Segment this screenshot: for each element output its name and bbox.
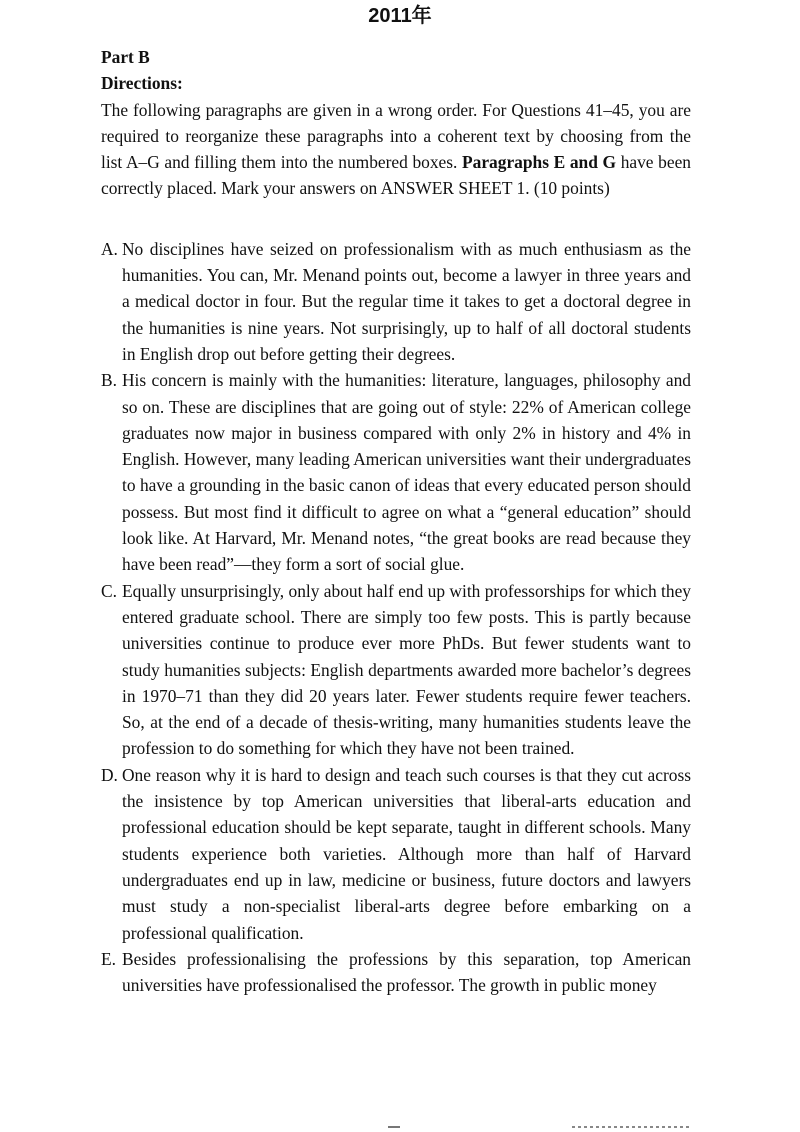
option-e <box>101 946 691 999</box>
option-b <box>101 367 691 577</box>
directions-title: Directions: <box>101 73 183 94</box>
option-a <box>101 236 691 367</box>
option-c <box>101 578 691 762</box>
option-letter: C. <box>101 580 117 601</box>
option-letter: E. <box>101 948 116 969</box>
option-text: No disciplines have seized on professionalism with as much enthusiasm as the humanities. You can, Mr. Menand points out, become a lawyer in three years and a medical doctor in four. But the regular time it takes to get a doctoral degree in the humanities is nine years. Not surprisingly, up to half of all doctoral students in English drop out before getting their degrees. <box>122 238 691 364</box>
footer-scan-marks <box>0 1124 800 1132</box>
option-letter: D. <box>101 764 118 785</box>
option-text: One reason why it is hard to design and teach such courses is that they cut across the insistence by top American universities that liberal-arts education and professional education should be kept separate, taught in different schools. Many students experience both varieties. Although more than half of Harvard undergraduates end up in law, medicine or business, future doctors and lawyers must study a non-specialist liberal-arts degree before embarking on a professional qualification. <box>122 764 691 943</box>
footer-mark <box>572 1126 692 1128</box>
option-letter: B. <box>101 370 117 391</box>
exam-section <box>101 44 691 998</box>
paragraph-options <box>101 236 691 999</box>
option-text: Besides professionalising the professions by this separation, top American universities have professionalised the professor. The growth in public money <box>122 948 691 996</box>
option-letter: A. <box>101 238 118 259</box>
part-title: Part B <box>101 47 150 67</box>
directions-bold-text: Paragraphs E and G <box>462 152 617 173</box>
option-text: Equally unsurprisingly, only about half end up with professorships for which they entered graduate school. There are simply too few posts. This is partly because universities continue to produce ever more PhDs. But fewer students want to study humanities subjects: English departments awarded more bachelor’s degrees in 1970–71 than they did 20 years later. Fewer students require fewer teachers. So, at the end of a decade of thesis-writing, many humanities students leave the profession to do something for which they have not been trained. <box>122 580 691 759</box>
page-header-year: 2011年 <box>368 5 432 27</box>
option-d <box>101 762 691 946</box>
directions-text-1: The following paragraphs are given in a wrong order. For Questions 41–45, you are required to reorganize these paragraphs into a coherent text by choosing from the list A–G and filling them into the numbered boxes. <box>101 99 691 173</box>
directions-text <box>101 97 691 202</box>
directions-text-2: have been correctly placed. Mark your answers on ANSWER SHEET 1. (10 points) <box>101 152 691 199</box>
footer-mark <box>388 1126 400 1128</box>
option-text: His concern is mainly with the humanities: literature, languages, philosophy and so on. These are disciplines that are going out of style: 22% of American college graduates now major in business compared with only 2% in history and 4% in English. However, many leading American universities want their undergraduates to have a grounding in the basic canon of ideas that every educated person should possess. But most find it difficult to agree on what a “general education” should look like. At Harvard, Mr. Menand notes, “the great books are read because they have been read”—they form a sort of social glue. <box>122 370 691 575</box>
